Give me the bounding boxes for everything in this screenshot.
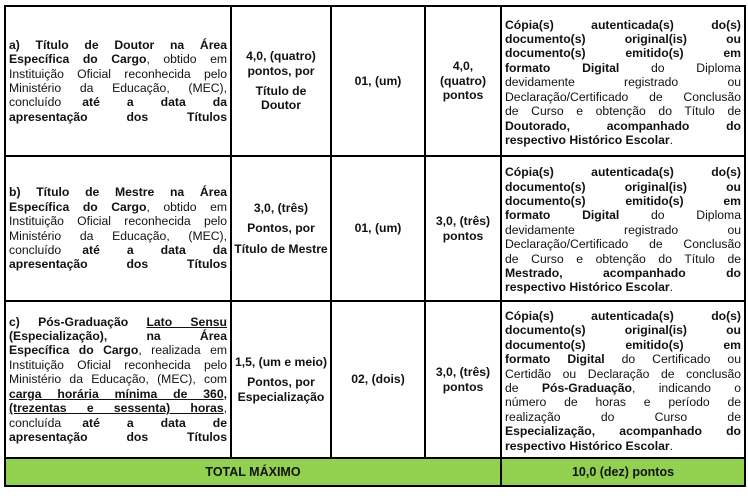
document-text: documento(s) emitido(s) em <box>505 337 741 352</box>
period: . <box>669 132 673 147</box>
requirement-title: a) Título de Doutor na Área <box>9 37 227 52</box>
table-row-especializacao <box>5 301 745 458</box>
points-value: 3,0, (três) <box>253 200 309 215</box>
max-quantity-cell: 01, (um) <box>331 6 425 156</box>
requirement-cell <box>5 301 231 458</box>
points-value: 4,0, (quatro) <box>246 49 316 64</box>
document-text: documento(s) emitido(s) em <box>505 46 741 61</box>
total-row <box>5 458 745 486</box>
document-text: Cópia(s) autenticada(s) do(s) <box>505 17 741 32</box>
requirement-text: Instituição Oficial reconhecida pelo <box>9 66 227 81</box>
max-points-cell <box>425 301 501 458</box>
requirement-area: Específica do Cargo <box>9 199 147 214</box>
document-text: devidamente registrado ou <box>505 222 741 237</box>
document-text: respectivo Histórico Escolar <box>505 132 670 147</box>
max-points-value: pontos <box>442 379 484 394</box>
max-quantity-cell: 02, (dois) <box>331 301 425 458</box>
max-points-value: pontos <box>442 228 484 243</box>
requirement-deadline: apresentação dos Títulos <box>9 109 227 124</box>
requirement-cell <box>5 156 231 301</box>
documents-cell <box>501 6 745 156</box>
document-format: formato Digital <box>505 60 620 75</box>
document-text: de Curso e obtenção do Título de <box>505 251 741 266</box>
document-text: Declaração/Certificado de Conclusão <box>505 237 741 252</box>
document-text: de <box>505 381 542 395</box>
points-label: pontos, por <box>247 63 315 78</box>
points-label: Pontos, por <box>247 221 315 236</box>
document-text: documento(s) original(is) ou <box>505 323 741 338</box>
requirement-text: Instituição Oficial reconhecida pelo <box>9 214 227 229</box>
document-degree: Especialização, acompanhado do <box>505 424 741 439</box>
document-text: Declaração/Certificado de Conclusão <box>505 89 741 104</box>
requirement-area: Específica do Cargo <box>9 52 147 67</box>
table-row-doutor <box>5 6 745 156</box>
total-value: 10,0 (dez) pontos <box>501 458 745 486</box>
documents-cell <box>501 301 745 458</box>
titles-score-table <box>4 5 746 487</box>
document-text: documento(s) original(is) ou <box>505 32 741 47</box>
document-degree: Doutorado <box>505 118 567 133</box>
documents-cell <box>501 156 745 301</box>
document-text: documento(s) original(is) ou <box>505 179 741 194</box>
max-points-value: pontos <box>442 88 484 103</box>
document-degree: Mestrado <box>505 266 560 281</box>
document-text: Cópia(s) autenticada(s) do(s) <box>505 165 741 180</box>
max-points-cell <box>425 156 501 301</box>
requirement-workload: carga horária mínima de 360, <box>9 386 227 401</box>
document-text: respectivo Histórico Escolar <box>505 280 670 295</box>
requirement-deadline: apresentação dos Títulos <box>9 429 227 444</box>
table-row-mestre <box>5 156 745 301</box>
points-label: Título de <box>255 84 307 98</box>
document-text: respectivo Histórico Escolar <box>505 438 670 453</box>
document-text: do Certificado ou <box>604 352 741 367</box>
document-text: , acompanhado do <box>559 266 741 281</box>
requirement-text: concluído <box>9 95 62 110</box>
requirement-title: (Especialização), na Área <box>9 329 227 344</box>
document-text: , acompanhado do <box>566 118 741 133</box>
period: . <box>669 438 673 453</box>
max-points-value: 3,0, (três) <box>435 365 491 380</box>
points-per-unit-cell <box>231 301 331 458</box>
document-format: formato Digital <box>505 352 605 367</box>
requirement-deadline: até a data de <box>82 415 227 430</box>
points-label: Doutor <box>261 98 301 113</box>
document-format: formato Digital <box>505 208 620 223</box>
max-points-value: (quatro) <box>439 73 487 88</box>
requirement-text: Instituição Oficial reconhecida pelo <box>9 357 227 372</box>
document-text: devidamente registrado ou <box>505 75 741 90</box>
points-value: 1,5, (um e meio) <box>234 354 328 369</box>
document-degree: Pós-Graduação <box>541 381 632 395</box>
document-text: documento(s) emitido(s) em <box>505 193 741 208</box>
requirement-area: Específica do Cargo <box>9 343 139 358</box>
requirement-text: , realizada em <box>138 343 227 358</box>
document-text: Cópia(s) autenticada(s) do(s) <box>505 308 741 323</box>
max-points-value: 4,0, <box>452 59 474 74</box>
document-text: número de horas e período de <box>505 395 741 410</box>
total-label: TOTAL MÁXIMO <box>5 458 501 486</box>
requirement-text: , obtido em <box>146 52 227 67</box>
document-text: do Diploma <box>619 60 741 75</box>
requirement-text: Ministério da Educação, (MEC), com <box>9 372 227 387</box>
requirement-deadline: até a data da <box>82 242 227 257</box>
document-text: realização do Curso de <box>505 409 741 424</box>
points-per-unit-cell <box>231 156 331 301</box>
document-text: Certidão ou Declaração de conclusão <box>505 366 741 381</box>
points-label: Pontos, por <box>247 375 315 390</box>
max-points-cell <box>425 6 501 156</box>
requirement-lato-sensu: Lato Sensu <box>146 314 227 329</box>
requirement-text: Ministério da Educação, (MEC), <box>9 228 227 243</box>
points-label: Título de Mestre <box>234 241 328 256</box>
requirement-deadline: apresentação dos Títulos <box>9 257 227 272</box>
document-text: do Diploma <box>619 208 741 223</box>
requirement-text: concluída <box>9 415 62 430</box>
requirement-workload: (trezentas e sessenta) horas <box>9 401 224 416</box>
document-text: de Curso e obtenção do Título de <box>505 104 741 119</box>
comma: , <box>223 401 227 416</box>
max-points-value: 3,0, (três) <box>435 214 491 229</box>
requirement-deadline: até a data da <box>82 95 227 110</box>
points-per-unit-cell <box>231 6 331 156</box>
requirement-text: , obtido em <box>146 199 227 214</box>
requirement-text: concluído <box>9 242 62 257</box>
requirement-title: c) Pós-Graduação <box>9 314 129 329</box>
document-text: , indicando o <box>631 381 741 395</box>
points-label: Especialização <box>237 389 325 404</box>
max-quantity-cell: 01, (um) <box>331 156 425 301</box>
requirement-text: Ministério da Educação, (MEC), <box>9 81 227 95</box>
period: . <box>669 280 673 295</box>
requirement-cell <box>5 6 231 156</box>
requirement-title: b) Título de Mestre na Área <box>9 185 227 200</box>
